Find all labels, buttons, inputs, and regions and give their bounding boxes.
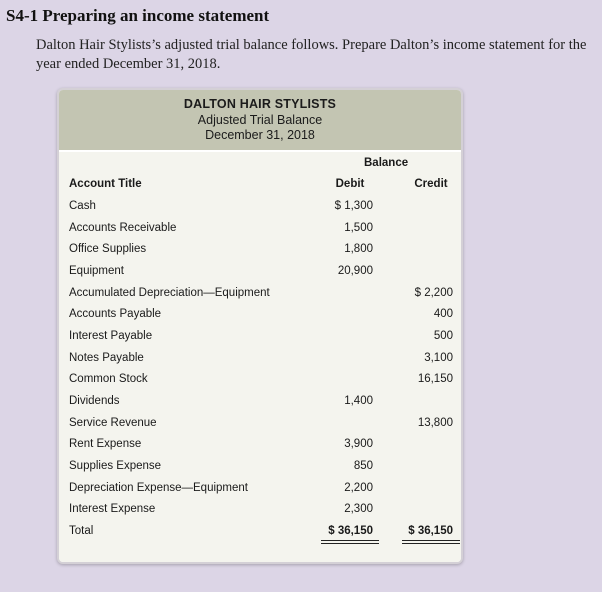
- debit-amount: 1,500: [344, 222, 373, 234]
- debit-amount: 1,400: [344, 395, 373, 407]
- account-title: Dividends: [69, 395, 120, 407]
- credit-double-underline-top: [402, 540, 460, 541]
- table-row: [59, 373, 461, 394]
- table-row: [59, 438, 461, 459]
- trial-balance-table: [59, 152, 461, 562]
- account-title: Common Stock: [69, 373, 148, 385]
- company-name: DALTON HAIR STYLISTS: [183, 97, 337, 111]
- column-header-debit: Debit: [335, 178, 365, 190]
- account-title: Interest Expense: [69, 503, 156, 515]
- credit-amount: 3,100: [424, 352, 453, 364]
- debit-amount: 2,200: [344, 482, 373, 494]
- table-row: [59, 417, 461, 438]
- account-title: Accounts Receivable: [69, 222, 177, 234]
- credit-amount: 13,800: [417, 417, 453, 429]
- table-row: [59, 222, 461, 243]
- account-title: Accumulated Depreciation—Equipment: [69, 287, 270, 299]
- debit-amount: 1,800: [344, 243, 373, 255]
- credit-double-underline-bottom: [402, 543, 460, 544]
- account-title: Office Supplies: [69, 243, 147, 255]
- column-header-account: Account Title: [69, 178, 142, 190]
- table-row: [59, 395, 461, 416]
- account-title: Supplies Expense: [69, 460, 162, 472]
- statement-name: Adjusted Trial Balance: [197, 113, 323, 127]
- table-row: [59, 460, 461, 481]
- column-header-credit: Credit: [414, 178, 448, 190]
- account-title: Notes Payable: [69, 352, 144, 364]
- account-title: Interest Payable: [69, 330, 153, 342]
- account-title: Equipment: [69, 265, 124, 277]
- account-title: Accounts Payable: [69, 308, 162, 320]
- table-row: [59, 352, 461, 373]
- credit-amount: 16,150: [417, 373, 453, 385]
- balance-header: Balance: [364, 157, 409, 169]
- trial-balance-card: [57, 88, 463, 564]
- table-row: [59, 243, 461, 264]
- account-title: Cash: [69, 200, 96, 212]
- exercise-instructions: Dalton Hair Stylists’s adjusted trial balance follows. Prepare Dalton’s income statement for the year ended December 31, 2018.: [36, 37, 587, 72]
- debit-double-underline-top: [321, 540, 379, 541]
- account-title: Rent Expense: [69, 438, 142, 450]
- debit-amount: $ 1,300: [334, 200, 373, 212]
- table-row: [59, 287, 461, 308]
- debit-amount: 3,900: [344, 438, 373, 450]
- table-row: [59, 265, 461, 286]
- debit-double-underline-bottom: [321, 543, 379, 544]
- exercise-title: S4-1 Preparing an income statement: [6, 6, 270, 25]
- account-title: Service Revenue: [69, 417, 157, 429]
- table-row: [59, 200, 461, 221]
- total-label: Total: [69, 525, 94, 537]
- account-title: Depreciation Expense—Equipment: [69, 482, 248, 494]
- table-row: [59, 308, 461, 329]
- total-row: [59, 525, 461, 546]
- statement-date: December 31, 2018: [205, 128, 315, 142]
- credit-amount: 500: [433, 330, 453, 342]
- debit-amount: 850: [353, 460, 373, 472]
- table-row: [59, 482, 461, 503]
- debit-amount: 20,900: [337, 265, 373, 277]
- credit-amount: $ 2,200: [414, 287, 453, 299]
- total-debit: $ 36,150: [328, 525, 373, 537]
- credit-amount: 400: [433, 308, 453, 320]
- trial-balance-header: [59, 90, 461, 150]
- table-row: [59, 503, 461, 524]
- debit-amount: 2,300: [344, 503, 373, 515]
- table-row: [59, 330, 461, 351]
- total-credit: $ 36,150: [408, 525, 453, 537]
